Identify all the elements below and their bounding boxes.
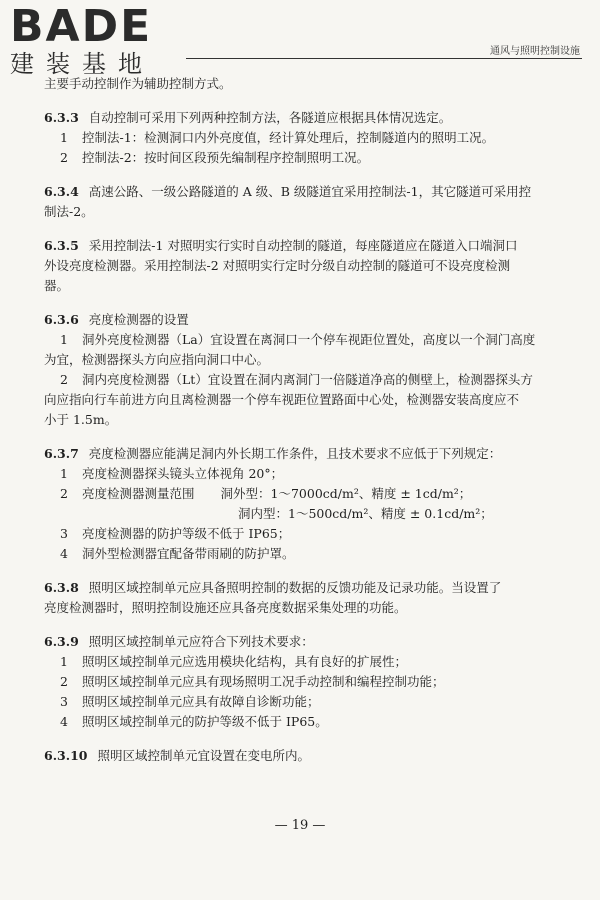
item-text-cont: 向应指向行车前进方向且离检测器一个停车视距位置路面中心处，检测器安装高度应不 xyxy=(44,392,520,407)
clause-text-cont: 器。 xyxy=(44,278,70,293)
clause-6-3-7 xyxy=(44,444,564,564)
item-text: 亮度检测器测量范围 xyxy=(82,486,195,501)
running-header: 通风与照明控制设施 xyxy=(490,46,580,57)
clause-6-3-6 xyxy=(44,310,564,430)
clause-text-cont: 制法-2。 xyxy=(44,204,94,219)
clause-6-3-9 xyxy=(44,632,564,732)
item-number: 1 xyxy=(60,130,68,145)
item-number: 2 xyxy=(60,674,68,689)
item-text-cont: 为宜，检测器探头方向应指向洞口中心。 xyxy=(44,352,270,367)
item-text: 亮度检测器探头镜头立体视角 20°； xyxy=(82,466,284,481)
item-text: 照明区域控制单元应具有故障自诊断功能； xyxy=(82,694,320,709)
item-text: 控制法-2：按时间区段预先编制程序控制照明工况。 xyxy=(82,150,370,165)
item-number: 2 xyxy=(60,372,68,387)
item-number: 1 xyxy=(60,332,68,347)
item-text: 洞外型检测器宜配备带雨刷的防护罩。 xyxy=(82,546,295,561)
clause-number: 6.3.3 xyxy=(44,110,79,125)
item-text: 洞外亮度检测器（La）宜设置在离洞口一个停车视距位置处，高度以一个洞门高度 xyxy=(82,332,536,347)
item-text: 照明区域控制单元应具有现场照明工况手动控制和编程控制功能； xyxy=(82,674,445,689)
clause-6-3-5 xyxy=(44,236,564,296)
clause-text-cont: 外设亮度检测器。采用控制法-2 对照明实行定时分级自动控制的隧道可不设亮度检测 xyxy=(44,258,511,273)
clause-text: 高速公路、一级公路隧道的 A 级、B 级隧道宜采用控制法-1，其它隧道可采用控 xyxy=(88,184,532,199)
clause-6-3-8 xyxy=(44,578,564,618)
clause-text: 照明区域控制单元应符合下列技术要求： xyxy=(88,634,314,649)
item-text: 照明区域控制单元应选用模块化结构，具有良好的扩展性； xyxy=(82,654,408,669)
clause-number: 6.3.8 xyxy=(44,580,79,595)
item-text: 照明区域控制单元的防护等级不低于 IP65。 xyxy=(82,714,328,729)
item-spec-outdoor: 洞外型：1～7000cd/m²、精度 ± 1cd/m²； xyxy=(220,486,472,501)
item-number: 3 xyxy=(60,694,68,709)
item-text: 亮度检测器的防护等级不低于 IP65； xyxy=(82,526,291,541)
item-number: 2 xyxy=(60,486,68,501)
item-number: 2 xyxy=(60,150,68,165)
clause-number: 6.3.5 xyxy=(44,238,79,253)
item-number: 4 xyxy=(60,546,68,561)
clause-number: 6.3.9 xyxy=(44,634,79,649)
clause-text: 采用控制法-1 对照明实行实时自动控制的隧道，每座隧道应在隧道入口端洞口 xyxy=(88,238,518,253)
logo-subtitle: 建装基地 xyxy=(10,50,154,78)
clause-text: 照明区域控制单元宜设置在变电所内。 xyxy=(97,748,311,763)
clause-6-3-4 xyxy=(44,182,564,222)
item-number: 4 xyxy=(60,714,68,729)
bade-logo xyxy=(10,1,180,84)
item-spec-indoor: 洞内型：1～500cd/m²、精度 ± 0.1cd/m²； xyxy=(238,506,493,521)
clause-number: 6.3.10 xyxy=(44,748,88,763)
logo-word: BADE xyxy=(10,1,153,52)
clause-text: 亮度检测器的设置 xyxy=(88,312,189,327)
item-number: 3 xyxy=(60,526,68,541)
header-rule xyxy=(186,58,582,59)
clause-6-3-3 xyxy=(44,108,564,168)
clause-text: 自动控制可采用下列两种控制方法，各隧道应根据具体情况选定。 xyxy=(88,110,452,125)
item-number: 1 xyxy=(60,654,68,669)
clause-text: 照明区域控制单元应具备照明控制的数据的反馈功能及记录功能。当设置了 xyxy=(88,580,502,595)
clause-number: 6.3.4 xyxy=(44,184,79,199)
clause-number: 6.3.7 xyxy=(44,446,79,461)
item-text-cont: 小于 1.5m。 xyxy=(44,412,118,427)
clause-6-3-10 xyxy=(44,746,564,766)
intro-line: 主要手动控制作为辅助控制方式。 xyxy=(44,76,232,91)
page-number: — 19 — xyxy=(274,818,326,833)
item-text: 洞内亮度检测器（Lt）宜设置在洞内离洞门一倍隧道净高的侧壁上，检测器探头方 xyxy=(82,372,533,387)
document-body xyxy=(44,74,564,766)
clause-text-cont: 亮度检测器时，照明控制设施还应具备亮度数据采集处理的功能。 xyxy=(44,600,407,615)
item-number: 1 xyxy=(60,466,68,481)
item-text: 控制法-1：检测洞口内外亮度值，经计算处理后，控制隧道内的照明工况。 xyxy=(82,130,495,145)
clause-text: 亮度检测器应能满足洞内外长期工作条件，且技术要求不应低于下列规定： xyxy=(88,446,502,461)
clause-number: 6.3.6 xyxy=(44,312,79,327)
